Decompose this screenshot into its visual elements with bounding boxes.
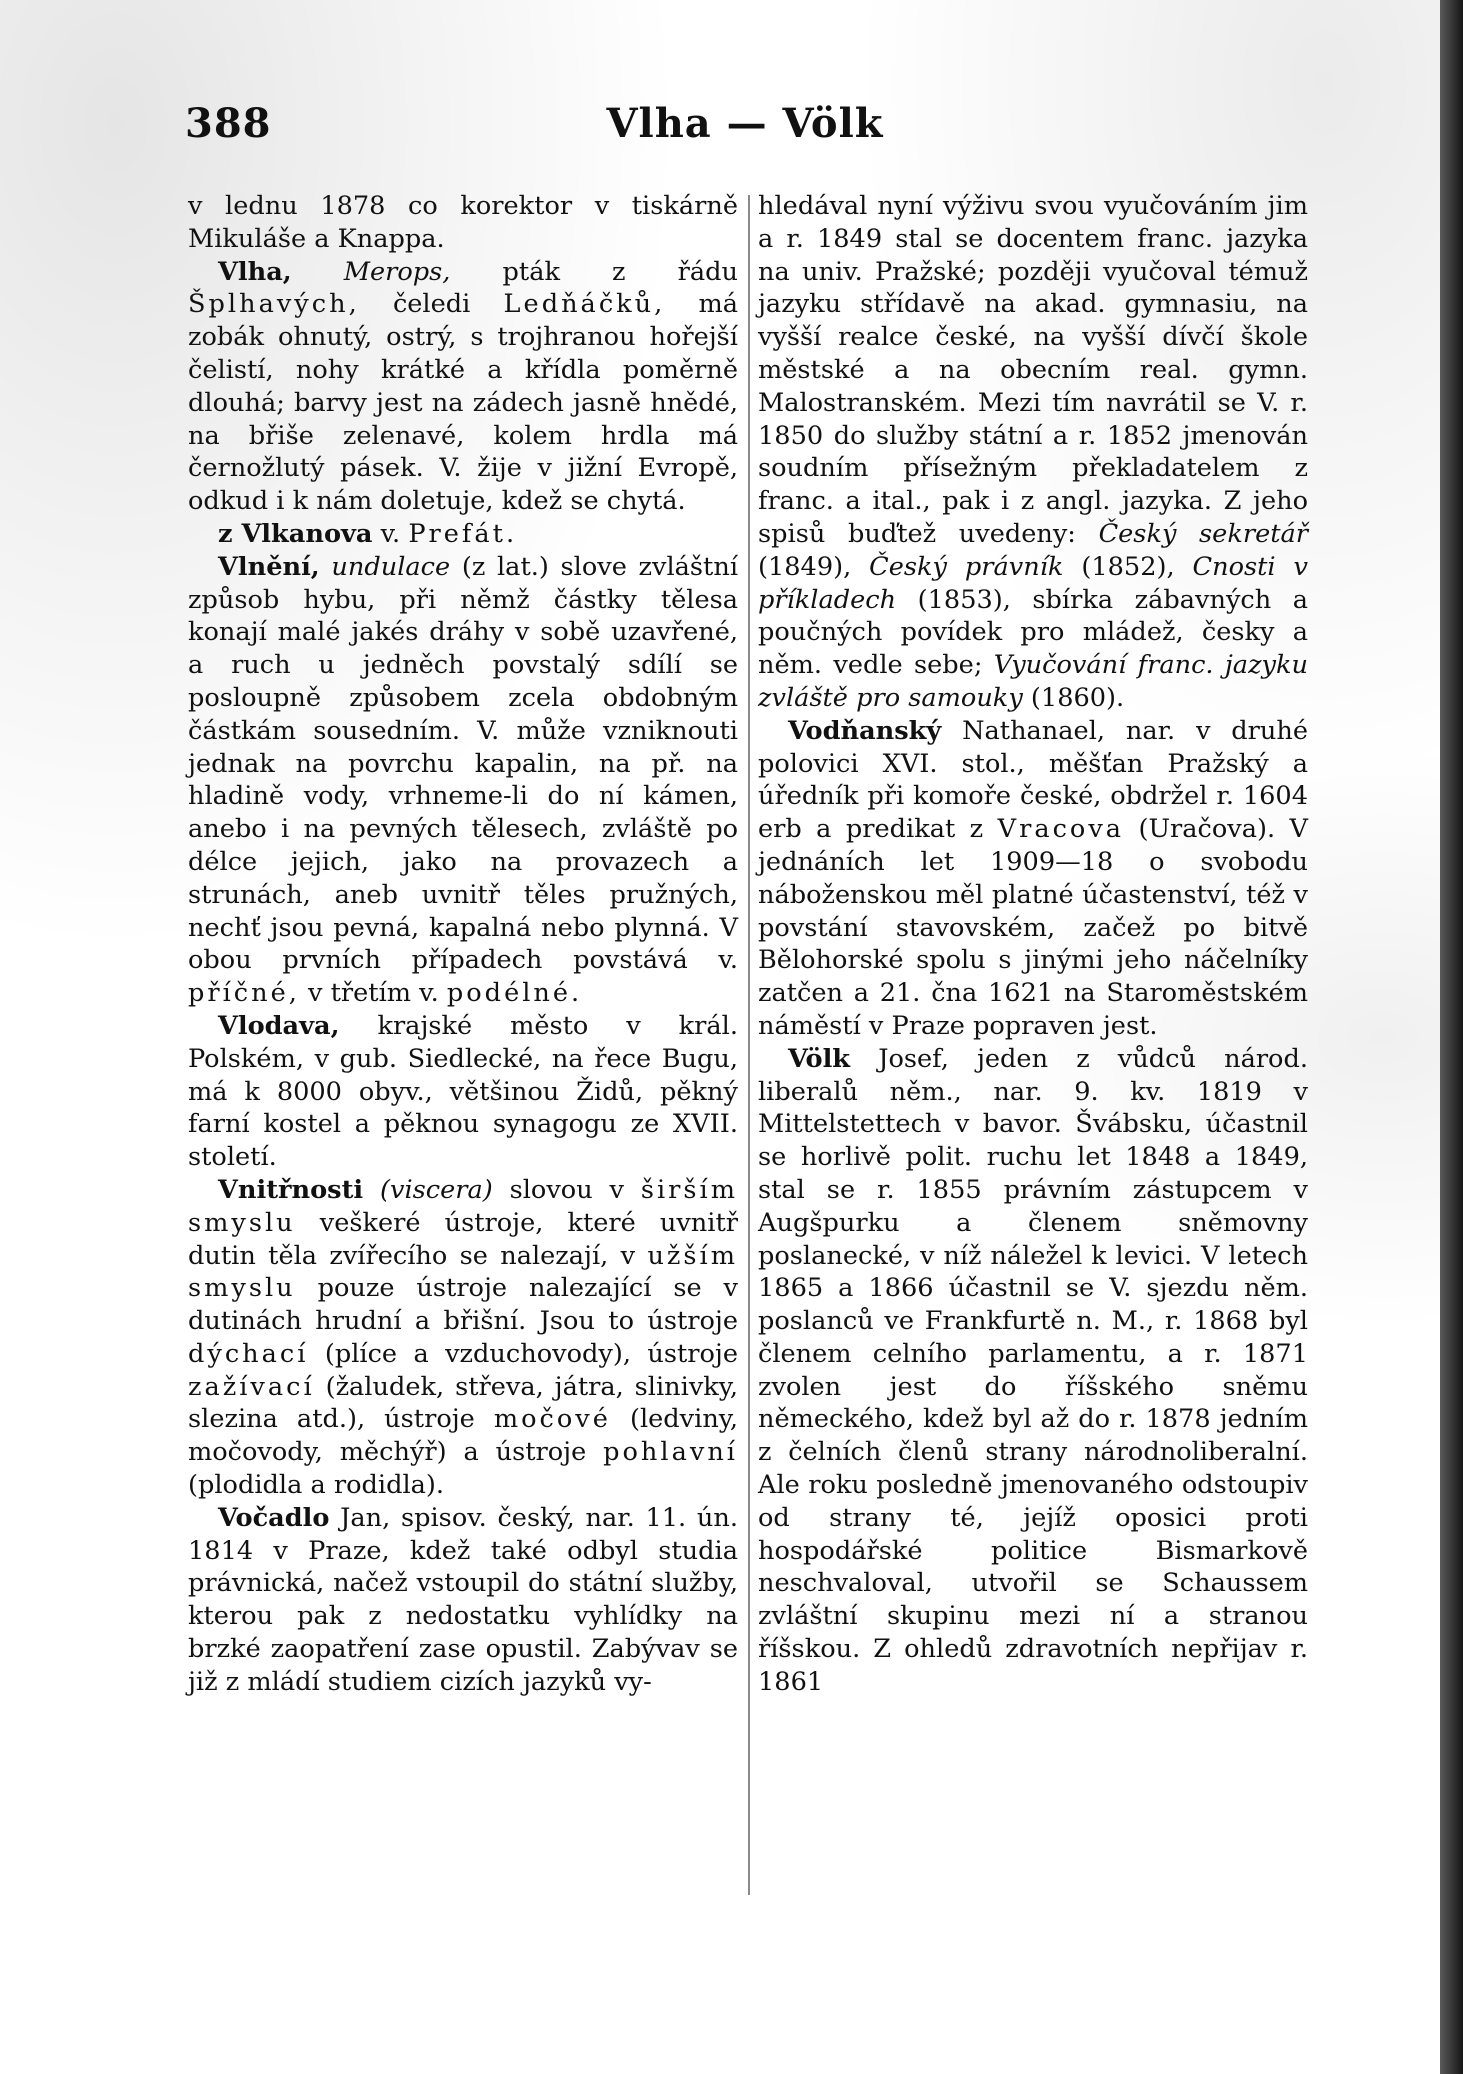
entry-vlodava: Vlodava, krajské město v král. Polském, v gub. Siedlecké, na řece Bugu, má k 8000 obyv., většinou Židů, pěkný farní kostel a pěknou synagogu ze XVII. století.	[188, 1010, 738, 1173]
entry-continuation: hledával nyní výživu svou vyučováním jim a r. 1849 stal se docentem franc. jazyka na univ. Pražské; později vyučoval témuž jazyku střídavě na akad. gymnasiu, na vyšší realce české, na vyšší dívčí škole městské a na obecním real. gymn. Malostranském. Mezi tím navrátil se V. r. 1850 do služby státní a r. 1852 jmenován soudním přísežným překladatelem z franc. a ital., pak i z angl. jazyka. Z jeho spisů buďtež uvedeny: Český sekretář (1849), Český právník (1852), Cnosti v příkladech (1853), sbírka zábavných a poučných povídek pro mládež, česky a něm. vedle sebe; Vyučování franc. jazyku zvláště pro samouky (1860).	[758, 191, 1309, 713]
entry-headword: z Vlkanova	[218, 518, 373, 549]
page-header	[185, 100, 1305, 150]
entry-volk: Völk Josef, jeden z vůdců národ. liberalů něm., nar. 9. kv. 1819 v Mittelstettech v bavor. Švábsku, účastnil se horlivě polit. ruchu let 1848 a 1849, stal se r. 1855 právním zástupcem v Augšpurku a členem sněmovny poslanecké, v níž náležel k levici. V letech 1865 a 1866 účastnil se V. sjezdu něm. poslanců ve Frankfurtě n. M., r. 1868 byl členem celního parlamentu, a r. 1871 zvolen jest do říšského sněmu německého, kdež byl až do r. 1878 jedním z čelních členů strany národnoliberalní. Ale roku posledně jmenovaného odstoupiv od strany té, jejíž oposici proti hospodářské politice Bismarkově neschvaloval, utvořil se Schaussem zvláštní skupinu mezi ní a stranou říšskou. Z ohledů zdravotních nepřijav r. 1861	[758, 1043, 1308, 1697]
entry-vlneni: Vlnění, undulace (z lat.) slove zvláštní způsob hybu, při němž částky tělesa konají malé jakés dráhy v sobě uzavřené, a ruch u jedněch povstalý sdílí se posloupně způsobem zcela obdobným částkám sousedním. V. může vzniknouti jednak na povrchu kapalin, na př. na hladině vody, vrhneme-li do ní kámen, anebo i na pevných tělesech, zvláště po délce jejich, jako na provazech a strunách, aneb uvnitř těles pružných, nechť jsou pevná, kapalná nebo plynná. V obou prvních případech povstává v. příčné, v třetím v. podélné.	[188, 551, 739, 1009]
running-head: Vlha — Völk	[606, 100, 884, 147]
entry-vnitrnosti: Vnitřnosti (viscera) slovou v širším smyslu veškeré ústroje, které uvnitř dutin těla zvířecího se nalezají, v užším smyslu pouze ústroje nalezající se v dutinách hrudní a břišní. Jsou to ústroje dýchací (plíce a vzduchovody), ústroje zažívací (žaludek, střeva, játra, slinivky, slezina atd.), ústroje močové (ledviny, močovody, měchýř) a ústroje pohlavní (plodidla a rodidla).	[188, 1174, 739, 1501]
entry-headword: Vodňanský	[788, 715, 942, 746]
page-number: 388	[185, 100, 272, 147]
entry-vodnansky: Vodňanský Nathanael, nar. v druhé polovici XVI. stol., měšťan Pražský a úředník při komoře české, obdržel r. 1604 erb a predikat z Vracova (Uračova). V jednáních let 1909—18 o svobodu náboženskou měl platné účastenství, též v povstání stavovském, začež po bitvě Bělohorské spolu s jinými jeho náčelníky zatčen a 21. čna 1621 na Staroměstském náměstí v Praze popraven jest.	[758, 715, 1309, 1041]
entry-headword: Vlodava,	[218, 1010, 340, 1041]
entry-headword: Vlnění,	[218, 551, 320, 582]
entry-headword: Vočadlo	[218, 1502, 330, 1533]
entry-vlkanova: z Vlkanova v. Prefát.	[218, 518, 518, 549]
entry-vlha: Vlha, Merops, pták z řádu Šplhavých, čeledi Ledňáčků, má zobák ohnutý, ostrý, s trojhranou hořejší čelistí, nohy krátké a křídla poměrně dlouhá; barvy jest na zádech jasně hnědé, na břiše zelenavé, kolem hrdla má černožlutý pásek. V. žije v jižní Evropě, odkud i k nám doletuje, kdež se chytá.	[188, 256, 739, 517]
entry-continuation: v lednu 1878 co korektor v tiskárně Mikuláše a Knappa.	[188, 191, 738, 254]
right-column	[758, 190, 1308, 1699]
entry-headword: Völk	[788, 1043, 851, 1074]
entry-vocadlo: Vočadlo Jan, spisov. český, nar. 11. ún. 1814 v Praze, kdež také odbyl studia právnická, načež vstoupil do státní služby, kterou pak z nedostatku vyhlídky na brzké zaopatření zase opustil. Zabývav se již z mládí studiem cizích jazyků vy-	[188, 1502, 738, 1697]
entry-headword: Vnitřnosti	[218, 1174, 364, 1205]
column-divider	[748, 195, 750, 1895]
scan-edge	[1440, 0, 1463, 2074]
left-column	[188, 190, 738, 1699]
entry-headword: Vlha,	[218, 256, 292, 287]
